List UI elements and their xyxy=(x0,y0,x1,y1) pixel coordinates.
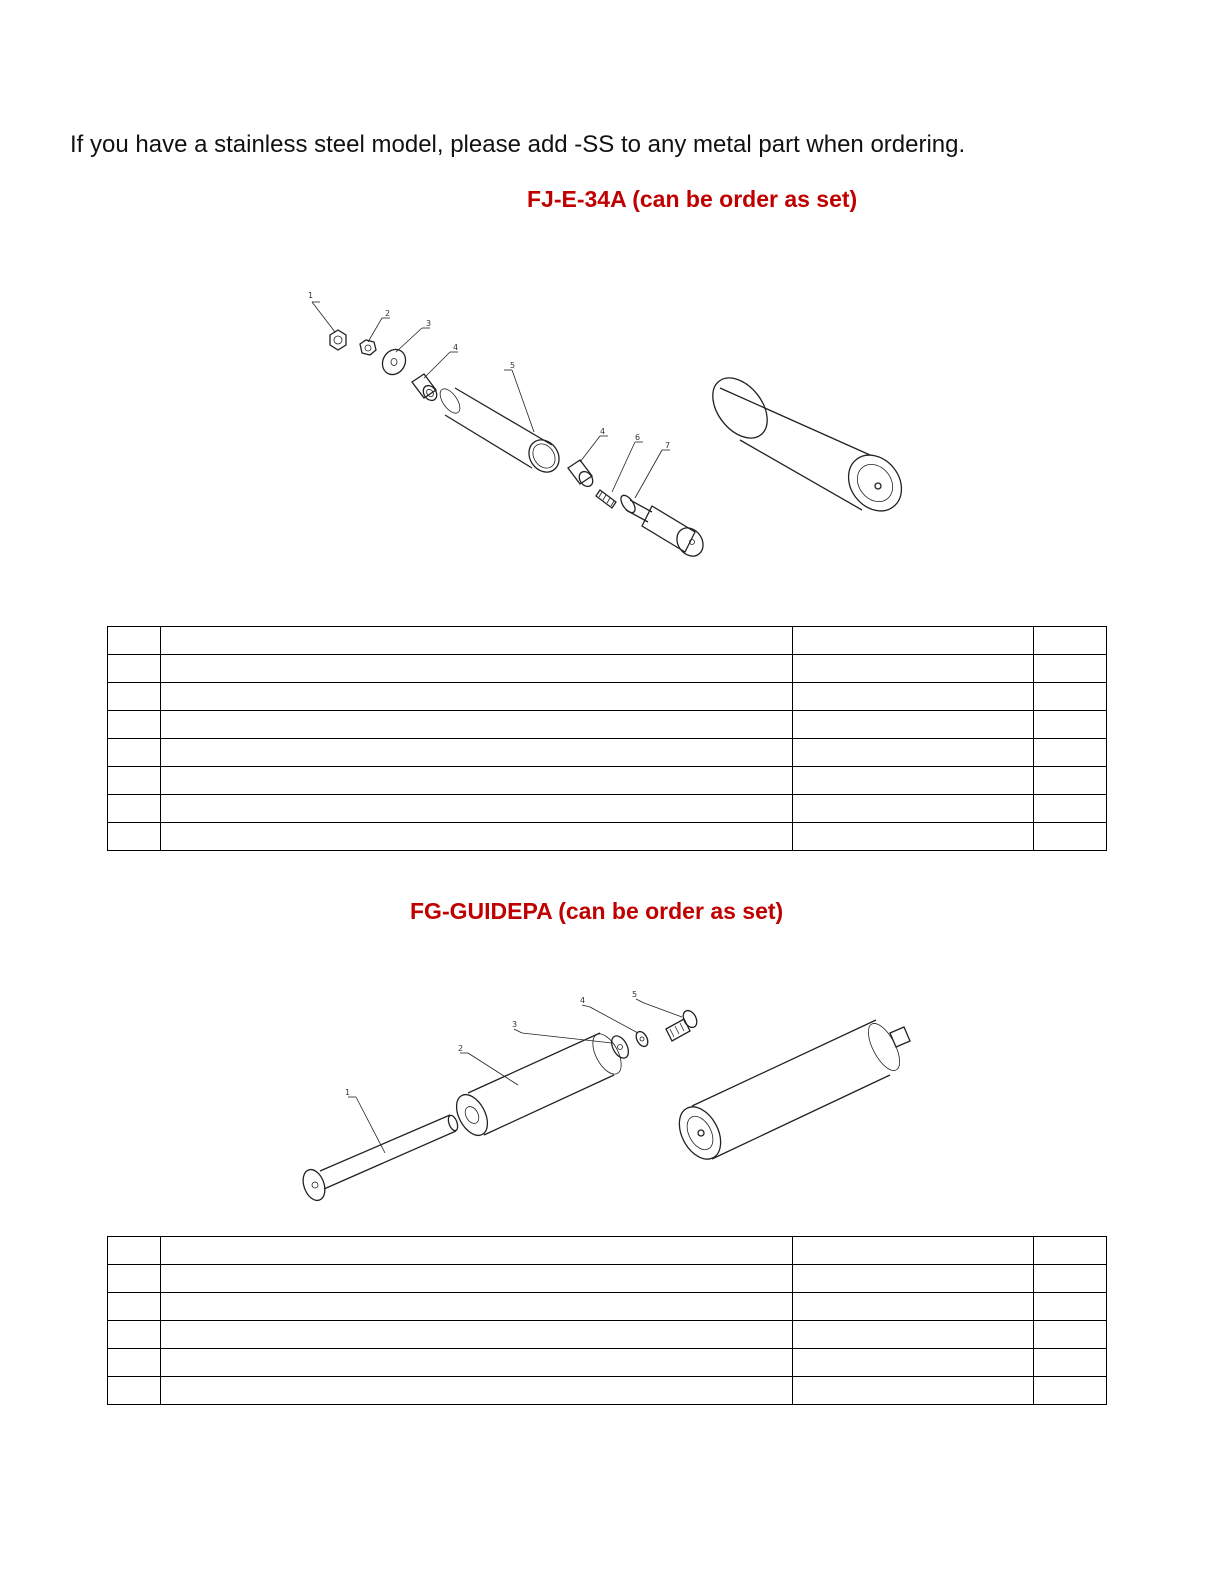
cell-part xyxy=(793,823,1034,851)
callout-4: 4 xyxy=(453,343,459,352)
table-row xyxy=(108,1237,1107,1265)
section-heading-fg-guidepa: FG-GUIDEPA (can be order as set) xyxy=(410,898,784,924)
cell-description xyxy=(161,795,793,823)
part-1-pin xyxy=(299,1097,459,1203)
part-1-hex-nut xyxy=(312,302,346,350)
cell-part xyxy=(793,767,1034,795)
cell-description xyxy=(161,655,793,683)
callout-3: 3 xyxy=(426,319,432,328)
callout-6: 6 xyxy=(635,433,641,442)
table-row xyxy=(108,739,1107,767)
cell-qty xyxy=(1034,1377,1107,1405)
callout-1: 1 xyxy=(345,1088,351,1097)
table-row xyxy=(108,1377,1107,1405)
cell-no xyxy=(108,1293,161,1321)
part-3-washer xyxy=(378,328,430,379)
cell-no xyxy=(108,823,161,851)
cell-qty xyxy=(1034,683,1107,711)
assembled-roller xyxy=(702,368,910,522)
part-7-axle xyxy=(618,450,708,561)
cell-qty xyxy=(1034,655,1107,683)
cell-part xyxy=(793,655,1034,683)
cell-qty xyxy=(1034,1237,1107,1265)
cell-part xyxy=(793,711,1034,739)
table-row xyxy=(108,795,1107,823)
part-2-nut xyxy=(360,318,390,355)
cell-no xyxy=(108,795,161,823)
intro-text: If you have a stainless steel model, please add -SS to any metal part when ordering. xyxy=(70,131,966,158)
part-4-bushing-lower xyxy=(568,436,608,489)
callout-2: 2 xyxy=(385,309,391,318)
table-row xyxy=(108,823,1107,851)
callout-4-lower: 4 xyxy=(600,427,606,436)
cell-part xyxy=(793,1377,1034,1405)
cell-qty xyxy=(1034,823,1107,851)
part-4-bushing xyxy=(412,352,458,403)
parts-table-fj-e-34a xyxy=(107,626,1107,851)
cell-qty xyxy=(1034,627,1107,655)
callout-7: 7 xyxy=(665,441,671,450)
cell-description xyxy=(161,1265,793,1293)
cell-qty xyxy=(1034,1265,1107,1293)
cell-no xyxy=(108,1349,161,1377)
callout-3: 3 xyxy=(512,1020,518,1029)
cell-part xyxy=(793,795,1034,823)
table-row xyxy=(108,683,1107,711)
cell-part xyxy=(793,1265,1034,1293)
part-5-tube xyxy=(436,370,565,478)
cell-no xyxy=(108,1321,161,1349)
section-heading-fj-e-34a: FJ-E-34A (can be order as set) xyxy=(527,186,858,212)
cell-qty xyxy=(1034,1293,1107,1321)
cell-part xyxy=(793,1293,1034,1321)
cell-qty xyxy=(1034,711,1107,739)
table-row xyxy=(108,1293,1107,1321)
cell-qty xyxy=(1034,795,1107,823)
cell-part xyxy=(793,1237,1034,1265)
cell-no xyxy=(108,655,161,683)
cell-description xyxy=(161,739,793,767)
cell-qty xyxy=(1034,1321,1107,1349)
cell-part xyxy=(793,739,1034,767)
callout-4: 4 xyxy=(580,996,586,1005)
cell-description xyxy=(161,1237,793,1265)
table-row xyxy=(108,1265,1107,1293)
cell-no xyxy=(108,1237,161,1265)
part-2-tube xyxy=(450,1029,627,1140)
table-row xyxy=(108,711,1107,739)
cell-no xyxy=(108,1377,161,1405)
table-row xyxy=(108,655,1107,683)
table-row xyxy=(108,1321,1107,1349)
cell-part xyxy=(793,1321,1034,1349)
cell-part xyxy=(793,1349,1034,1377)
cell-no xyxy=(108,683,161,711)
cell-no xyxy=(108,711,161,739)
exploded-diagram-fj-e-34a xyxy=(290,280,910,580)
cell-description xyxy=(161,767,793,795)
cell-description xyxy=(161,1293,793,1321)
cell-part xyxy=(793,683,1034,711)
cell-qty xyxy=(1034,767,1107,795)
assembled-guide-roller xyxy=(671,1019,910,1166)
cell-description xyxy=(161,1321,793,1349)
callout-5: 5 xyxy=(510,361,516,370)
cell-qty xyxy=(1034,1349,1107,1377)
cell-qty xyxy=(1034,739,1107,767)
callout-1: 1 xyxy=(308,291,314,300)
table-row xyxy=(108,1349,1107,1377)
part-4-washer xyxy=(582,1005,650,1048)
callout-2: 2 xyxy=(458,1044,464,1053)
cell-description xyxy=(161,823,793,851)
cell-no xyxy=(108,627,161,655)
callout-5: 5 xyxy=(632,990,638,999)
table-row xyxy=(108,627,1107,655)
cell-description xyxy=(161,711,793,739)
cell-description xyxy=(161,1377,793,1405)
cell-part xyxy=(793,627,1034,655)
cell-no xyxy=(108,767,161,795)
cell-description xyxy=(161,627,793,655)
parts-table-fg-guidepa xyxy=(107,1236,1107,1405)
table-row xyxy=(108,767,1107,795)
exploded-diagram-fg-guidepa xyxy=(290,985,930,1210)
cell-no xyxy=(108,739,161,767)
cell-description xyxy=(161,1349,793,1377)
cell-description xyxy=(161,683,793,711)
part-6-bolt xyxy=(596,442,643,508)
cell-no xyxy=(108,1265,161,1293)
